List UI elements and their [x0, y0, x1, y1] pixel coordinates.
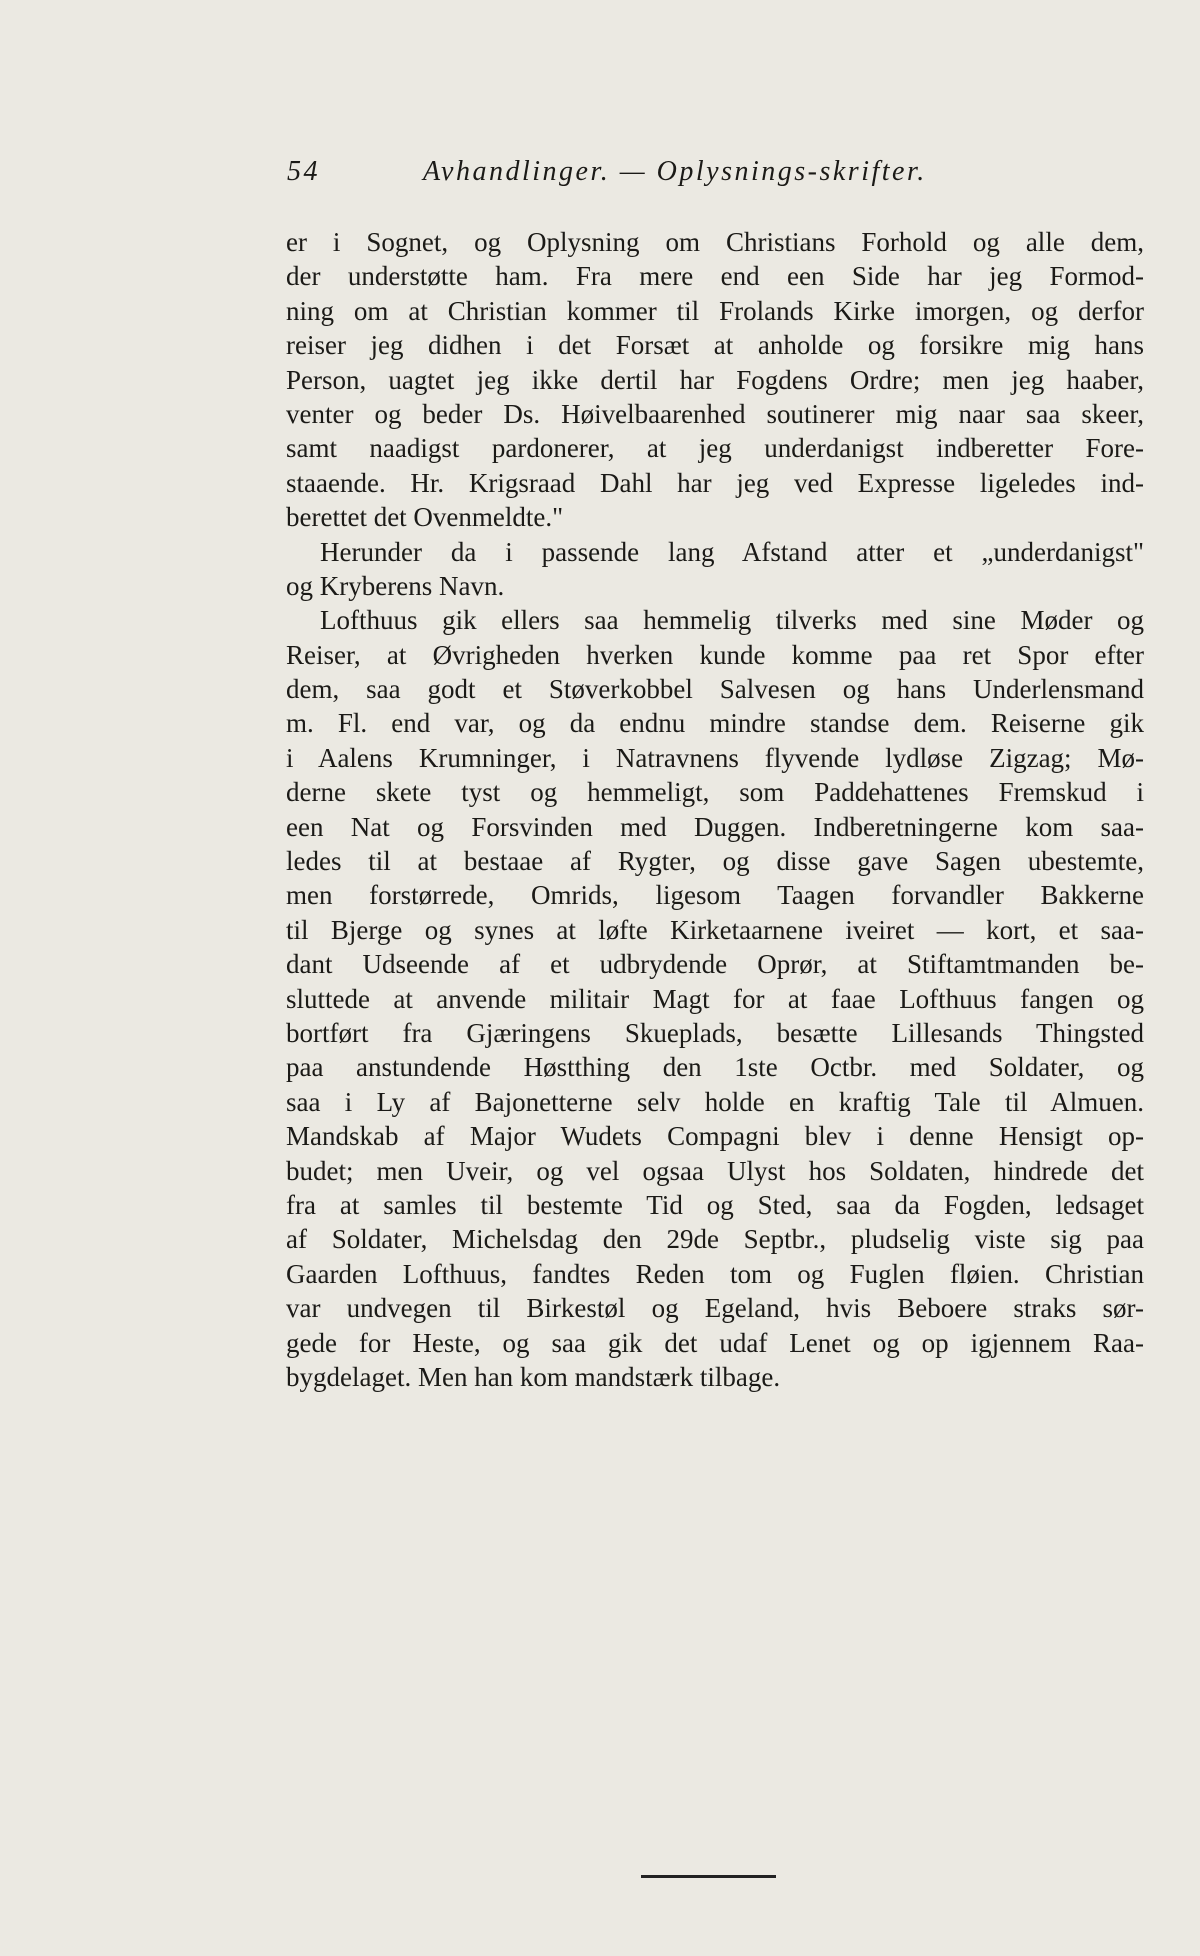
text-line: i Aalens Krumninger, i Natravnens flyvende lydløse Zigzag; Mø- — [286, 742, 1144, 773]
text-line: gede for Heste, og saa gik det udaf Lenet og op igjennem Raa- — [286, 1327, 1144, 1358]
text-line: af Soldater, Michelsdag den 29de Septbr., pludselig viste sig paa — [286, 1224, 1144, 1255]
text-line: berettet det Ovenmeldte." — [286, 502, 564, 533]
text-line: staaende. Hr. Krigsraad Dahl har jeg ved Expresse ligeledes ind- — [286, 467, 1144, 498]
text-line: dant Udseende af et udbrydende Oprør, at Stiftamtmanden be- — [286, 949, 1144, 980]
text-line: ning om at Christian kommer til Frolands Kirke imorgen, og derfor — [286, 295, 1144, 326]
text-line: ledes til at bestaae af Rygter, og disse gave Sagen ubestemte, — [286, 846, 1144, 877]
text-line: Mandskab af Major Wudets Compagni blev i denne Hensigt op- — [286, 1121, 1144, 1152]
text-line: var undvegen til Birkestøl og Egeland, hvis Beboere straks sør- — [286, 1293, 1144, 1324]
text-line: Herunder da i passende lang Afstand atter et „underdanigst" — [320, 536, 1144, 567]
text-line: venter og beder Ds. Høivelbaarenhed soutinerer mig naar saa skeer, — [286, 398, 1144, 429]
text-line: bygdelaget. Men han kom mandstærk tilbage. — [286, 1361, 781, 1392]
text-line: men forstørrede, Omrids, ligesom Taagen forvandler Bakkerne — [286, 880, 1144, 911]
running-title: Avhandlinger. — Oplysnings-skrifter. — [423, 156, 927, 187]
text-line: der understøtte ham. Fra mere end een Side har jeg Formod- — [286, 261, 1144, 292]
running-header — [287, 156, 1147, 196]
text-line: Lofthuus gik ellers saa hemmelig tilverks med sine Møder og — [320, 605, 1144, 636]
text-line: paa anstundende Høstthing den 1ste Octbr. med Soldater, og — [286, 1052, 1144, 1083]
page-number: 54 — [287, 156, 320, 187]
text-line: samt naadigst pardonerer, at jeg underdanigst indberetter Fore- — [286, 433, 1144, 464]
text-line: Reiser, at Øvrigheden hverken kunde komme paa ret Spor efter — [286, 639, 1144, 670]
text-line: dem, saa godt et Støverkobbel Salvesen og hans Underlensmand — [286, 674, 1144, 705]
text-line: bortført fra Gjæringens Skueplads, besætte Lillesands Thingsted — [286, 1017, 1144, 1048]
text-line: saa i Ly af Bajonetterne selv holde en kraftig Tale til Almuen. — [286, 1086, 1144, 1117]
text-line: Gaarden Lofthuus, fandtes Reden tom og Fuglen fløien. Christian — [286, 1258, 1144, 1289]
text-line: reiser jeg didhen i det Forsæt at anholde og forsikre mig hans — [286, 330, 1144, 361]
text-line: Person, uagtet jeg ikke dertil har Fogdens Ordre; men jeg haaber, — [286, 364, 1144, 395]
text-line: derne skete tyst og hemmeligt, som Paddehattenes Fremskud i — [286, 777, 1144, 808]
text-line: m. Fl. end var, og da endnu mindre standse dem. Reiserne gik — [286, 708, 1144, 739]
text-line: og Kryberens Navn. — [286, 570, 505, 601]
text-line: sluttede at anvende militair Magt for at faae Lofthuus fangen og — [286, 983, 1144, 1014]
section-end-rule — [641, 1875, 776, 1878]
body-text — [286, 225, 1144, 1394]
text-line: een Nat og Forsvinden med Duggen. Indberetningerne kom saa- — [286, 811, 1144, 842]
text-line: er i Sognet, og Oplysning om Christians Forhold og alle dem, — [286, 227, 1144, 257]
text-line: til Bjerge og synes at løfte Kirketaarnene iveiret — kort, et saa- — [286, 914, 1144, 945]
text-line: budet; men Uveir, og vel ogsaa Ulyst hos Soldaten, hindrede det — [286, 1155, 1144, 1186]
text-line: fra at samles til bestemte Tid og Sted, saa da Fogden, ledsaget — [286, 1189, 1144, 1220]
